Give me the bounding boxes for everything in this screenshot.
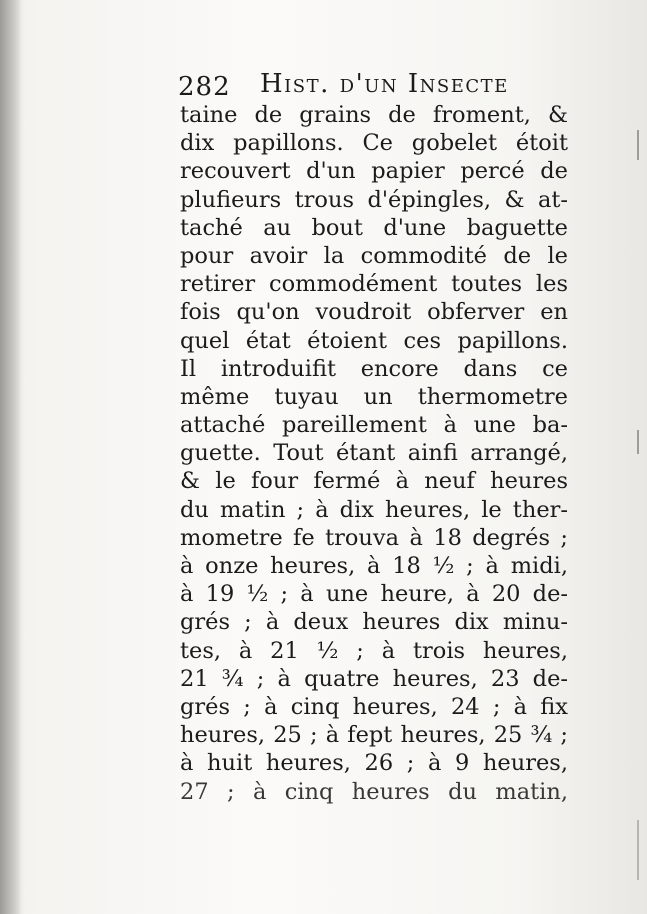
text-line: grés ; à cinq heures, 24 ; à fix	[180, 693, 568, 720]
text-line: à 19 ½ ; à une heure, à 20 de-	[180, 581, 568, 608]
text-line: 21 ¾ ; à quatre heures, 23 de-	[180, 665, 568, 692]
edge-mark	[637, 130, 639, 160]
text-line: retirer commodément toutes les	[180, 271, 568, 298]
edge-mark	[637, 820, 639, 880]
binding-shadow	[0, 0, 22, 914]
text-line: dix papillons. Ce gobelet étoit	[180, 130, 568, 157]
edge-mark	[637, 430, 639, 454]
text-line: grés ; à deux heures dix minu-	[180, 609, 568, 636]
text-line: taine de grains de froment, &	[180, 102, 568, 128]
text-line: à onze heures, à 18 ½ ; à midi,	[180, 553, 568, 579]
text-line: taché au bout d'une baguette	[180, 214, 568, 241]
text-line: 27 ; à cinq heures du matin,	[180, 778, 568, 805]
text-line: pour avoir la commodité de le	[180, 242, 568, 269]
running-header	[178, 60, 558, 100]
text-line: même tuyau un thermometre	[180, 383, 568, 410]
text-line: fois qu'on voudroit obferver en	[180, 299, 568, 326]
text-line: heures, 25 ; à fept heures, 25 ¾ ;	[180, 722, 568, 749]
text-line: attaché pareillement à une ba-	[180, 412, 568, 439]
text-line: & le four fermé à neuf heures	[180, 468, 568, 495]
text-line: plufieurs trous d'épingles, & at-	[180, 186, 568, 213]
text-line: mometre fe trouva à 18 degrés ;	[180, 524, 568, 551]
text-line: du matin ; à dix heures, le ther-	[180, 496, 568, 523]
text-line: Il introduifit encore dans ce	[180, 355, 568, 382]
text-line: tes, à 21 ½ ; à trois heures,	[180, 637, 568, 664]
running-title: Hist. d'un Insecte	[260, 69, 509, 99]
text-line: à huit heures, 26 ; à 9 heures,	[180, 750, 568, 777]
text-line: guette. Tout étant ainfi arrangé,	[180, 440, 568, 467]
text-line: recouvert d'un papier percé de	[180, 158, 568, 185]
body-text	[180, 101, 568, 806]
text-line: quel état étoient ces papillons.	[180, 327, 568, 354]
page-number: 282	[178, 72, 231, 102]
